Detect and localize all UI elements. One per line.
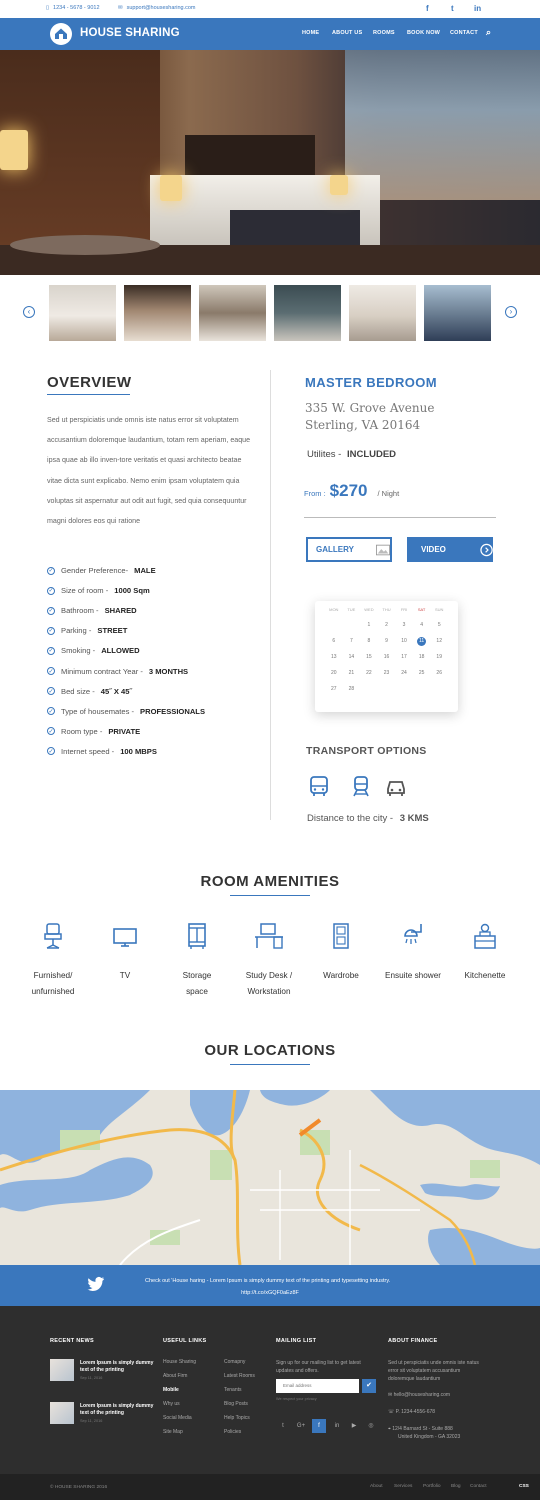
utilities-label: Utilites -: [307, 449, 342, 460]
footer: [0, 1306, 540, 1474]
calendar-weekday: WED: [364, 607, 374, 612]
calendar-day[interactable]: 16: [383, 654, 390, 660]
gallery-thumbnails: [0, 285, 540, 343]
calendar-day[interactable]: 26: [436, 670, 442, 676]
footer-link[interactable]: Comapny: [224, 1359, 246, 1365]
amenity-label: Kitchenette: [464, 971, 506, 980]
news-thumbnail-2[interactable]: [50, 1402, 74, 1424]
footer-link[interactable]: House Sharing: [163, 1359, 197, 1365]
check-circle-icon: ✓: [48, 708, 54, 715]
check-circle-icon: ✓: [48, 588, 54, 595]
calendar-weekday: SAT: [417, 607, 426, 612]
calendar-weekday: TUE: [347, 607, 356, 612]
vertical-divider: [270, 370, 271, 820]
locations-title: OUR LOCATIONS: [204, 1042, 336, 1059]
footer-link[interactable]: Latest Rooms: [224, 1373, 255, 1379]
availability-calendar: [315, 601, 458, 712]
calendar-day[interactable]: 28: [348, 686, 355, 692]
amenity-label: Study Desk /: [245, 971, 293, 980]
feature-value: PROFESSIONALS: [140, 706, 206, 716]
calendar-day[interactable]: 24: [401, 670, 407, 676]
feature-item: [47, 586, 150, 595]
thumbnail-4[interactable]: [274, 285, 341, 341]
contact-address: [388, 1426, 453, 1432]
calendar-day[interactable]: 25: [418, 670, 425, 676]
price-divider: [304, 517, 496, 518]
amenities-underline: [230, 895, 310, 896]
feature-value: STREET: [97, 626, 128, 636]
calendar-day[interactable]: 18: [418, 654, 425, 660]
overview-title: OVERVIEW: [47, 374, 132, 391]
bottom-link-blog[interactable]: Blog: [451, 1484, 461, 1489]
calendar-day[interactable]: 7: [349, 638, 353, 644]
feature-label: Size of room -: [61, 586, 109, 596]
calendar-empty-cell: [325, 621, 343, 630]
about-text: Sed ut perspiciatis unde omnis iste natus error sit voluptatem accusantium doloremque laudantium: [388, 1360, 479, 1382]
feature-value: 45˝ X 45˝: [100, 686, 133, 696]
calendar-day[interactable]: 12: [436, 638, 442, 644]
amenity-label: TV: [119, 971, 131, 980]
calendar-day[interactable]: 27: [331, 686, 337, 692]
nav-book-now[interactable]: BOOK NOW: [407, 30, 441, 36]
bottom-link-portfolio[interactable]: Portfolio: [423, 1484, 441, 1489]
footer-link[interactable]: Mobile: [163, 1387, 179, 1393]
tweet-link[interactable]: http://t.co/xGQF0aEz8F: [241, 1290, 299, 1296]
check-circle-icon: ✓: [48, 648, 54, 655]
feature-item: [47, 687, 132, 696]
linkedin-icon[interactable]: in: [474, 4, 482, 13]
feature-value: SHARED: [104, 606, 137, 616]
newsletter-email-input[interactable]: [276, 1379, 359, 1393]
gallery-label: GALLERY: [316, 545, 354, 554]
news-title-1[interactable]: Lorem Ipsum is simply dummy text of the printing: [80, 1360, 154, 1373]
image-icon: [376, 544, 390, 556]
calendar-day[interactable]: 4: [420, 622, 424, 628]
feature-label: Room type -: [61, 726, 103, 736]
feature-item: [47, 646, 140, 655]
instagram-icon[interactable]: ◎: [368, 1423, 374, 1429]
calendar-day[interactable]: 10: [401, 638, 407, 644]
check-circle-icon: ✓: [48, 728, 54, 735]
amenity-label-2: unfurnished: [31, 987, 75, 996]
feature-item: [47, 566, 156, 575]
linkedin-icon[interactable]: in: [334, 1423, 340, 1429]
feature-value: 100 MBPS: [120, 746, 157, 756]
amenity-label-2: space: [186, 987, 208, 996]
subscribe-button[interactable]: [362, 1379, 376, 1393]
calendar-weekday: FRI: [400, 607, 408, 612]
thumbnail-6[interactable]: [424, 285, 491, 341]
amenity-label: Furnished/: [33, 971, 73, 980]
copyright: © HOUSE SHARING 2016: [50, 1485, 108, 1490]
distance-label: Distance to the city -: [307, 813, 394, 824]
amenity-label: Wardrobe: [323, 971, 359, 980]
wardrobe-icon: [328, 922, 354, 950]
checkmark-icon: ✔: [366, 1382, 372, 1389]
tv-icon: [112, 922, 138, 950]
top-bar: [0, 0, 540, 18]
feature-value: 1000 Sqm: [114, 586, 150, 596]
search-icon[interactable]: ⌕: [486, 27, 492, 37]
check-circle-icon: ✓: [48, 568, 54, 574]
twitter-icon[interactable]: t: [282, 1423, 284, 1429]
calendar-day[interactable]: 6: [332, 638, 336, 644]
envelope-icon: ✉: [388, 1392, 394, 1398]
locations-underline: [230, 1064, 310, 1065]
phone-number: 1234 - 5678 - 9012: [53, 5, 100, 11]
calendar-day[interactable]: 21: [348, 670, 355, 676]
check-circle-icon: ✓: [48, 688, 54, 695]
bottom-link-contact[interactable]: Contact: [470, 1484, 487, 1489]
footer-link[interactable]: Help Topics: [224, 1415, 250, 1421]
feature-label: Bed size -: [61, 686, 95, 696]
facebook-icon[interactable]: f: [426, 4, 429, 13]
address-line-1: 12/4 Barnard St - Suite 888: [392, 1426, 453, 1432]
amenities-title: ROOM AMENITIES: [200, 873, 340, 890]
calendar-weekday: SUN: [434, 607, 444, 612]
mailing-list-title: MAILING LIST: [276, 1338, 317, 1344]
room-title: MASTER BEDROOM: [305, 375, 437, 390]
utilities-value: INCLUDED: [346, 449, 397, 460]
thumbnail-1[interactable]: [49, 285, 116, 341]
feature-label: Parking -: [61, 626, 92, 636]
about-finance-title: ABOUT FINANCE: [388, 1338, 438, 1344]
mailing-text: Sign up for our mailing list to get latest updates and offers.: [276, 1360, 361, 1374]
email-contact[interactable]: [118, 5, 195, 11]
feature-item: [47, 667, 188, 676]
calendar-day[interactable]: 14: [348, 654, 355, 660]
news-date-1: Sep 11, 2016: [80, 1376, 103, 1380]
google-plus-icon[interactable]: G+: [296, 1423, 306, 1429]
footer-link[interactable]: Blog Posts: [224, 1401, 248, 1407]
thumbnail-2[interactable]: [124, 285, 191, 341]
nav-about-us[interactable]: ABOUT US: [332, 30, 363, 36]
desk-icon: [253, 922, 285, 950]
news-title-2[interactable]: Lorem Ipsum is simply dummy text of the printing: [80, 1403, 154, 1416]
contact-email-text: hello@housesharing.com: [393, 1392, 451, 1398]
utilities: [307, 449, 396, 460]
calendar-day[interactable]: 11: [419, 638, 425, 644]
car-icon: [385, 775, 407, 797]
phone-icon: ☏: [388, 1409, 396, 1415]
locations-map[interactable]: [0, 1090, 540, 1265]
feature-label: Minimum contract Year -: [61, 666, 143, 676]
price-row: [304, 481, 399, 501]
feature-label: Internet speed -: [61, 746, 115, 756]
youtube-icon[interactable]: ▶: [351, 1423, 357, 1429]
calendar-day[interactable]: 3: [402, 622, 406, 628]
play-circle-icon: [480, 543, 493, 557]
amenity-label: Ensuite shower: [385, 971, 441, 980]
bottom-bar: [0, 1474, 540, 1500]
cabinet-icon: [184, 922, 210, 950]
amenity-storage: [162, 922, 232, 1000]
recent-news-title: RECENT NEWS: [50, 1338, 94, 1344]
tweet-text: Check out 'House haring - Lorem Ipsum is simply dummy text of the printing and typesetting industry.: [145, 1278, 391, 1284]
calendar-empty-cell: [343, 621, 361, 630]
check-circle-icon: ✓: [48, 748, 54, 755]
amenity-wardrobe: [306, 922, 376, 984]
feature-label: Smoking -: [61, 646, 96, 656]
calendar-day[interactable]: 23: [383, 670, 390, 676]
feature-value: PRIVATE: [108, 726, 141, 736]
feature-label: Type of housemates -: [61, 706, 135, 716]
thumbnail-3[interactable]: [199, 285, 266, 341]
calendar-weekday: THU: [382, 607, 391, 612]
shower-icon: [399, 922, 427, 950]
feature-value: ALLOWED: [101, 646, 140, 656]
footer-link[interactable]: Policies: [224, 1429, 242, 1435]
nav-home[interactable]: HOME: [302, 30, 320, 36]
calendar-day[interactable]: 8: [367, 638, 371, 644]
nav-contact[interactable]: CONTACT: [450, 30, 478, 36]
brand-name[interactable]: HOUSE SHARING: [80, 27, 180, 39]
overview-paragraph: Sed ut perspiciatis unde omnis iste natus error sit voluptatem accusantium doloremque laudantium, totam rem aperiam, eaque ipsa quae ab illo inven-tore veritatis et quasi architecto beatae vitae dicta sunt explicabo. Nemo enim ipsam voluptatem quia voluptas sit aspernatur aut odit aut fugit, sed quia consequuntur magni dolores eos qui ratione: [47, 416, 251, 526]
twitter-feed-bar: [0, 1265, 540, 1306]
bottom-link-services[interactable]: Services: [394, 1484, 413, 1489]
feature-label: Gender Preference-: [61, 566, 129, 575]
twitter-icon[interactable]: t: [451, 4, 454, 13]
calendar-weekday: MON: [329, 607, 339, 612]
feature-item: [47, 727, 140, 736]
check-circle-icon: ✓: [48, 668, 54, 675]
train-icon: [350, 775, 372, 797]
amenity-label: Storage: [182, 971, 212, 980]
useful-links-title: USEFUL LINKS: [163, 1338, 207, 1344]
amenity-kitchen: [450, 922, 520, 984]
kitchen-icon: [471, 922, 499, 950]
feature-item: [47, 626, 127, 635]
calendar-day[interactable]: 1: [367, 622, 371, 628]
contact-email[interactable]: [388, 1392, 450, 1398]
feature-item: [47, 747, 157, 756]
address-line-2: Sterling, VA 20164: [305, 418, 421, 432]
feature-item: [47, 606, 137, 615]
video-button[interactable]: [407, 537, 493, 562]
css-badge: CSS: [519, 1484, 529, 1489]
next-arrow-button[interactable]: ›: [505, 306, 517, 318]
amenity-desk: [234, 922, 304, 1000]
amenity-label-2: Workstation: [247, 987, 291, 996]
hero-bedroom-image: [0, 50, 540, 275]
gallery-button[interactable]: [306, 537, 392, 562]
calendar-day[interactable]: 15: [366, 654, 372, 660]
amenity-tv: [90, 922, 160, 984]
calendar-day[interactable]: 9: [385, 638, 388, 644]
distance-value: 3 KMS: [399, 813, 429, 824]
chair-icon: [40, 922, 66, 950]
transport-title: TRANSPORT OPTIONS: [306, 745, 427, 757]
address-line-1: 335 W. Grove Avenue: [305, 401, 435, 415]
house-logo-icon[interactable]: [50, 23, 72, 45]
overview-underline: [47, 394, 130, 395]
phone-contact[interactable]: [46, 5, 100, 11]
room-address: [305, 400, 434, 434]
envelope-icon: ✉: [118, 5, 123, 11]
price-value: $270: [329, 481, 368, 500]
bottom-link-about[interactable]: About: [370, 1484, 383, 1489]
news-thumbnail-1[interactable]: [50, 1359, 74, 1381]
amenity-shower: [378, 922, 448, 984]
calendar-day[interactable]: 19: [436, 654, 442, 660]
bus-icon: [308, 775, 330, 797]
check-circle-icon: ✓: [48, 608, 54, 615]
calendar-day[interactable]: 17: [401, 654, 407, 660]
video-label: VIDEO: [421, 545, 446, 554]
check-circle-icon: ✓: [48, 628, 54, 635]
feature-label: Bathroom -: [61, 606, 99, 616]
contact-phone: [388, 1409, 435, 1415]
calendar-day[interactable]: 5: [437, 622, 441, 628]
contact-phone-text: P. 1234-4556-678: [395, 1409, 436, 1415]
footer-link[interactable]: Tenants: [224, 1387, 242, 1393]
footer-link[interactable]: Social Media: [163, 1415, 192, 1421]
calendar-day[interactable]: 2: [385, 622, 388, 628]
prev-arrow-button[interactable]: ‹: [23, 306, 35, 318]
privacy-note: We respect your privacy: [276, 1397, 317, 1401]
feature-value: MALE: [134, 566, 156, 575]
thumbnail-5[interactable]: [349, 285, 416, 341]
price-from-label: From :: [304, 489, 326, 498]
calendar-day[interactable]: 20: [331, 670, 337, 676]
facebook-icon[interactable]: f: [312, 1419, 326, 1433]
main-navbar: [0, 18, 540, 50]
nav-rooms[interactable]: ROOMS: [373, 30, 395, 36]
amenity-furnished: [18, 922, 88, 1000]
calendar-day[interactable]: 22: [366, 670, 372, 676]
footer-link[interactable]: About Firm: [163, 1373, 188, 1379]
phone-icon: ▯: [46, 5, 50, 11]
contact-address-2: United Kingdom - GA 32023: [398, 1434, 461, 1440]
footer-link[interactable]: Site Map: [163, 1429, 183, 1435]
feature-item: [47, 707, 205, 716]
distance-to-city: [307, 813, 429, 824]
news-date-2: Sep 11, 2016: [80, 1419, 103, 1423]
location-pin-icon: ⌖: [388, 1426, 393, 1432]
calendar-day[interactable]: 13: [331, 654, 337, 660]
email-address: support@housesharing.com: [126, 5, 196, 11]
price-unit: / Night: [377, 489, 400, 498]
footer-link[interactable]: Why us: [163, 1401, 180, 1407]
feature-value: 3 MONTHS: [148, 666, 189, 676]
